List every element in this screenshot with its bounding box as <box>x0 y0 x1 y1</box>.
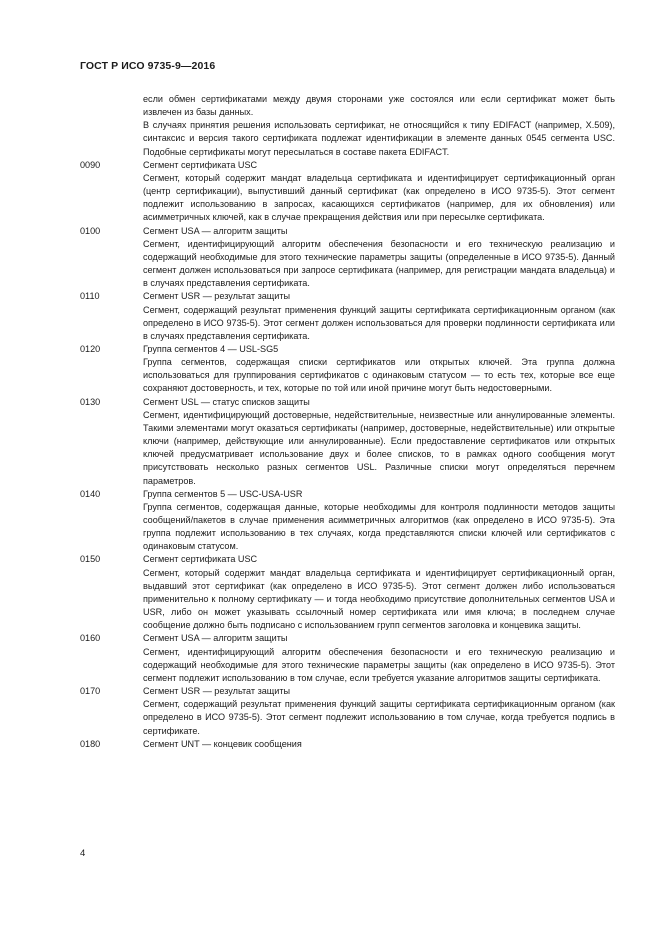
entry-title: Сегмент USA — алгоритм защиты <box>143 225 288 236</box>
entry <box>80 343 615 396</box>
document-body <box>80 93 615 751</box>
entry-title: Сегмент USA — алгоритм защиты <box>143 633 288 644</box>
entry-number: 0130 <box>80 396 101 407</box>
entry-number: 0110 <box>80 291 100 302</box>
entry <box>80 685 615 738</box>
entry-text: Сегмент, который содержит мандат владельца сертификата и идентифицирует сертификационный орган (центр сертификации), выпустивший данный сертификат (как определено в ИСО 9735-5). Этот сегмент подлежит использованию в запросах, касающихся сертификатов (например, для их обновления) или асимметричных ключей, как в случае прекращения действия или при пересылке сертификата. <box>143 172 615 223</box>
entry-title: Сегмент USL — статус списков защиты <box>143 396 310 407</box>
entry-number: 0150 <box>80 554 101 565</box>
entry-number: 0180 <box>80 738 101 749</box>
entry-text: Группа сегментов, содержащая данные, которые необходимы для контроля подлинности методов защиты сообщений/пакетов в случае применения асимметричных алгоритмов (как определено в ИСО 9735-5). Эта группа подлежит использованию в тех случаях, когда представляются списки ключей или сертификатов с одинаковым статусом. <box>143 501 615 552</box>
entry-title: Сегмент сертификата USC <box>143 159 258 170</box>
entry-number: 0140 <box>80 488 101 499</box>
entry-text: Сегмент, содержащий результат применения функций защиты сертификата сертификационным органом (как определено в ИСО 9735-5). Этот сегмент должен использоваться для проверки подлинности сертификата или в случаях представления сертификата. <box>143 304 615 341</box>
entry <box>80 738 615 751</box>
entry <box>80 553 615 632</box>
entry-number: 0120 <box>80 343 101 354</box>
entry-title: Группа сегментов 5 — USC-USA-USR <box>143 488 303 499</box>
entry-text: Сегмент, содержащий результат применения функций защиты сертификата сертификационным органом (как определено в ИСО 9735-5). Этот сегмент подлежит использованию в том случае, когда требуется подпись в сертификате. <box>143 699 615 736</box>
page-number: 4 <box>80 848 86 859</box>
entry-text: Сегмент, идентифицирующий алгоритм обеспечения безопасности и его техническую реализацию и содержащий необходимые для этого технические параметры защиты (определенные в ИСО 9735-5). Данный сегмент должен использоваться при запросе сертификата (например, для регистрации мандата владельца) и в случаях представления сертификата. <box>143 238 615 289</box>
intro-paragraph: В случаях принятия решения использовать сертификат, не относящийся к типу EDIFACT (например, X.509), синтаксис и версия такого сертификата подлежат идентификации в элементе данных 0545 сегмента USC. Подобные сертификаты могут пересылаться в составе пакета EDIFACT. <box>143 120 615 157</box>
entry-title: Сегмент сертификата USC <box>143 554 258 565</box>
entry-title: Сегмент USR — результат защиты <box>143 291 291 302</box>
entry-number: 0090 <box>80 159 101 170</box>
intro-block <box>80 93 615 159</box>
entry-text: Сегмент, идентифицирующий алгоритм обеспечения безопасности и его техническую реализацию и содержащий необходимые для этого технические параметры защиты (как определено в ИСО 9735-5). Этот сегмент подлежит использованию в том случае, если требуется указание алгоритмов защиты сертификата. <box>143 646 615 683</box>
entry-number: 0160 <box>80 633 101 644</box>
entry-number: 0170 <box>80 686 101 697</box>
entry-text: Сегмент, который содержит мандат владельца сертификата и идентифицирует сертификационный орган, выдавший этот сертификат (как определено в ИСО 9735-5). Этот сегмент должен либо использоваться применительно к полному сертификату — и тогда необходимо присутствие дополнительных сегментов USA и USR, либо он может указывать ссылочный номер сертификата или имя ключа; в последнем случае сообщение должно быть подписано с использованием групп сегментов заголовка и концевика защиты. <box>143 567 615 631</box>
entry <box>80 159 615 225</box>
entry-text: Сегмент, идентифицирующий достоверные, недействительные, неизвестные или аннулированные элементы. Такими элементами могут оказаться сертификаты (например, достоверные, недействительные) или открытые ключи (например, действующие или аннулированные). Если предоставление сертификатов или открытых ключей предусматривает использование двух и более списков, то в рамках одного сообщения могут присутствовать несколько разных сегментов USL. Различные списки могут определяться перечнем параметров. <box>143 409 615 486</box>
entry-text: Группа сегментов, содержащая списки сертификатов или открытых ключей. Эта группа должна использоваться для группирования сертификатов с одинаковым статусом — то есть тех, которые все еще сохраняют достоверность, и тех, которые по той или иной причине могут быть недостоверными. <box>143 357 615 394</box>
entry-title: Сегмент UNT — концевик сообщения <box>143 738 302 749</box>
entry-title: Сегмент USR — результат защиты <box>143 686 291 697</box>
entry <box>80 225 615 291</box>
page-header: ГОСТ Р ИСО 9735-9—2016 <box>80 60 216 72</box>
intro-paragraph: если обмен сертификатами между двумя сторонами уже состоялся или если сертификат может быть извлечен из базы данных. <box>143 94 615 118</box>
entry-number: 0100 <box>80 225 101 236</box>
entry <box>80 290 615 343</box>
entry-title: Группа сегментов 4 — USL-SG5 <box>143 343 279 354</box>
entry <box>80 488 615 554</box>
entry <box>80 396 615 488</box>
entry <box>80 632 615 685</box>
